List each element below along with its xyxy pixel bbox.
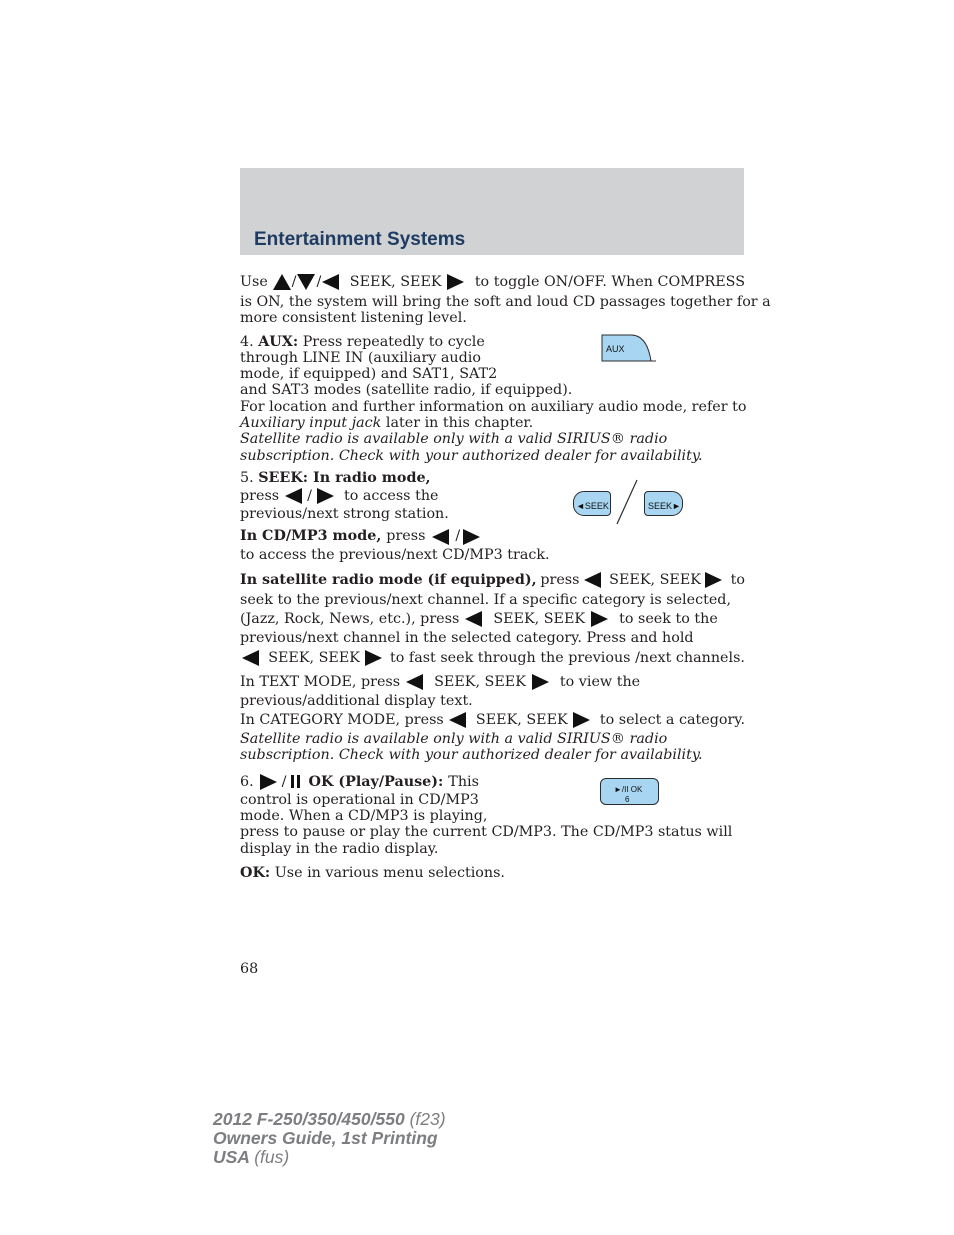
compress-paragraph: Use / / SEEK, SEEK to toggle ON/OFF. When COMPRESS is ON, the system will bring the soft and loud CD passages together for a more consistent listening level. [240, 273, 771, 327]
compress-line-3: more consistent listening level. [240, 310, 467, 327]
seek-note-2: subscription. Check with your authorized dealer for availability. [240, 747, 703, 764]
cd-mode-label: In CD/MP3 mode, [240, 528, 382, 545]
play-pause-paragraph: 6. / OK (Play/Pause): This control is operational in CD/MP3 mode. When a CD/MP3 is playing, press to pause or play the current CD/MP3. The CD/MP3 status will display in the radio display. ►/II OK 6 [240, 773, 733, 857]
pause-icon [291, 775, 300, 788]
seek-seek-text: SEEK, SEEK [349, 273, 442, 290]
section-title: Entertainment Systems [254, 229, 466, 250]
left-arrow-icon [449, 712, 466, 728]
left-arrow-icon [406, 674, 423, 690]
left-arrow-icon [584, 572, 601, 588]
aux-note-2: subscription. Check with your authorized dealer for availability. [240, 447, 703, 464]
left-arrow-icon [242, 650, 259, 666]
seek-forward-button-image: SEEK► [644, 491, 683, 516]
left-arrow-icon [322, 274, 339, 290]
play-pause-label: OK (Play/Pause): [308, 773, 444, 790]
seek-buttons-illustration [571, 478, 685, 526]
play-ok-button-image: ►/II OK 6 [600, 778, 659, 805]
aux-note-1: Satellite radio is available only with a valid SIRIUS® radio [240, 431, 668, 448]
text-mode-paragraph: In TEXT MODE, press SEEK, SEEK to view the previous/additional display text. In CATEGORY MODE, press SEEK, SEEK to select a category. Satellite radio is available only with a valid SIRIUS® radio subscription. Check with your authorized dealer for availability. [240, 673, 746, 764]
document-footer: 2012 F-250/350/450/550 (f23) Owners Guide, 1st Printing USA (fus) [213, 1109, 446, 1167]
right-arrow-icon [705, 572, 722, 588]
aux-button-illustration [601, 334, 657, 362]
left-arrow-icon [285, 488, 302, 504]
section-header [240, 168, 744, 255]
seek-label: SEEK: In radio mode, [258, 469, 431, 486]
satellite-mode-label: In satellite radio mode (if equipped), [240, 572, 537, 589]
seek-note-1: Satellite radio is available only with a valid SIRIUS® radio [240, 731, 668, 748]
right-arrow-icon [317, 488, 334, 504]
right-arrow-icon [591, 611, 608, 627]
right-arrow-icon [365, 650, 382, 666]
toggle-text: to toggle ON/OFF. When COMPRESS [474, 273, 745, 290]
right-arrow-icon [532, 674, 549, 690]
cd-mode-paragraph: In CD/MP3 mode, press / to access the previous/next CD/MP3 track. [240, 528, 550, 563]
seek-back-button-image: ◄SEEK [573, 491, 611, 516]
page-number: 68 [240, 961, 259, 977]
right-arrow-icon [573, 712, 590, 728]
aux-label: AUX: [258, 333, 299, 350]
down-arrow-icon [297, 274, 315, 290]
compress-line-2: is ON, the system will bring the soft and loud CD passages together for a [240, 294, 771, 310]
right-arrow-icon [463, 529, 480, 545]
page-content [240, 270, 771, 888]
seek-paragraph: 5. SEEK: In radio mode, press / to access the previous/next strong station. ◄SEEK SEEK► [240, 470, 745, 523]
aux-paragraph: 4. AUX: Press repeatedly to cycle through LINE IN (auxiliary audio mode, if equipped) and SAT1, SAT2 and SAT3 modes (satellite radio, if equipped). For location and further information on auxiliary audio mode, refer to Auxiliary input jack later in this chapter. Satellite radio is available only with a valid SIRIUS® radio subscription. Check with your authorized dealer for availability. AUX [240, 333, 747, 464]
play-icon [260, 774, 277, 790]
up-arrow-icon [273, 274, 291, 290]
ok-label: OK: [240, 864, 271, 881]
left-arrow-icon [465, 611, 482, 627]
ok-paragraph: OK: Use in various menu selections. [240, 864, 505, 881]
left-arrow-icon [432, 529, 449, 545]
use-text: Use [240, 273, 268, 290]
aux-button-label: AUX [606, 343, 625, 354]
aux-jack-reference: Auxiliary input jack [240, 415, 382, 432]
right-arrow-icon [447, 274, 464, 290]
satellite-mode-paragraph: In satellite radio mode (if equipped), press SEEK, SEEK to seek to the previous/next channel. If a specific category is selected, (Jazz, Rock, News, etc.), press SEEK, SEEK to seek to the previous/next channel in the selected category. Press and hold SEEK, SEEK to fast seek through the previous /next channels. [240, 572, 746, 666]
